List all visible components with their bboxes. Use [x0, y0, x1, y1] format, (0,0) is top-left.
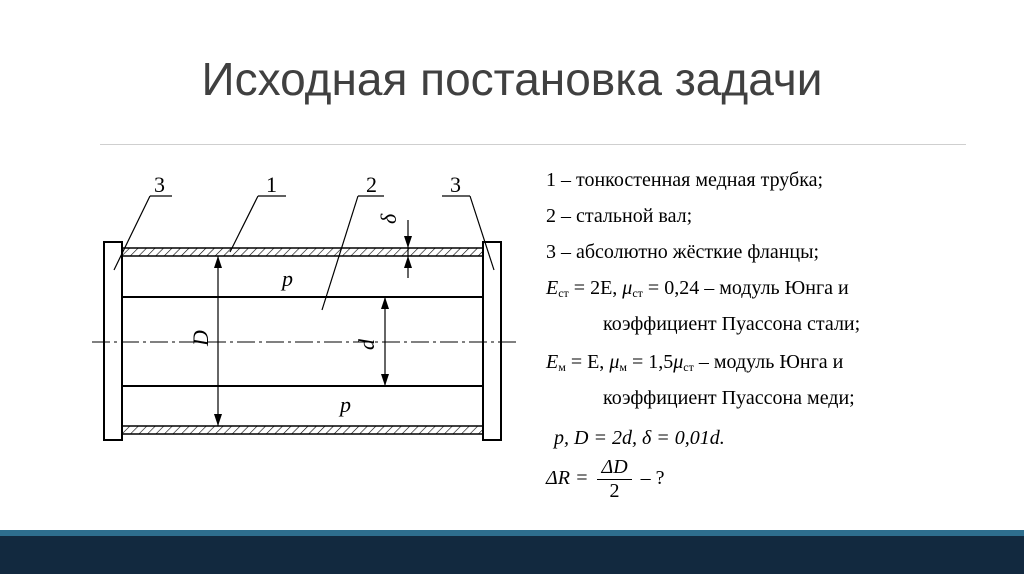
steel-mu-symbol: μ — [622, 277, 633, 299]
question-denominator: 2 — [609, 480, 620, 502]
callout-2: 2 — [366, 172, 377, 197]
dimension-delta-arrow-top — [404, 236, 412, 248]
copper-properties — [546, 350, 843, 379]
question-lhs: ΔR = — [546, 467, 589, 490]
callout-1: 1 — [266, 172, 277, 197]
callout-leader-1-diag — [230, 196, 258, 252]
callout-3-left: 3 — [154, 172, 165, 197]
dimension-D-arrow-bottom — [214, 414, 222, 426]
legend-item-2: 2 – стальной вал; — [546, 205, 693, 227]
steel-young-symbol: E — [546, 277, 559, 299]
steel-properties — [546, 276, 849, 305]
pressure-label-top: p — [282, 266, 293, 291]
steel-properties-cont: коэффициент Пуассона стали; — [603, 313, 861, 335]
pressure-label-bottom: p — [340, 392, 351, 417]
copper-mu-subscript: м — [619, 360, 627, 374]
question-rhs: – ? — [640, 467, 665, 490]
copper-young-subscript: м — [558, 360, 566, 374]
title-divider — [100, 144, 966, 145]
tube-shaft-drawing — [90, 160, 530, 460]
dimension-d-label: d — [354, 339, 379, 350]
copper-young-value: = E, — [565, 351, 610, 373]
copper-mu-value: = 1,5 — [626, 351, 674, 373]
right-flange — [483, 242, 501, 440]
legend-item-3: 3 – абсолютно жёсткие фланцы; — [546, 241, 820, 263]
steel-mu-value: = 0,24 – модуль Юнга и — [642, 277, 849, 299]
steel-mu-subscript: ст — [632, 286, 643, 300]
copper-mu-ref-symbol: μ — [673, 351, 684, 373]
copper-properties-cont: коэффициент Пуассона меди; — [603, 387, 855, 409]
tube-wall-top — [122, 248, 483, 256]
question-numerator: ΔD — [597, 456, 631, 480]
dimension-delta-label: δ — [376, 213, 401, 224]
dimension-D-arrow-top — [214, 256, 222, 268]
left-flange — [104, 242, 122, 440]
footer-band — [0, 536, 1024, 574]
question-fraction — [597, 456, 631, 503]
steel-young-subscript: ст — [558, 286, 569, 300]
legend-item-1: 1 – тонкостенная медная трубка; — [546, 169, 824, 191]
page-title: Исходная постановка задачи — [201, 53, 823, 105]
dimension-D-label: D — [188, 330, 213, 346]
tube-wall-bottom — [122, 426, 483, 434]
dimension-d-arrow-bottom — [381, 374, 389, 386]
callout-leader-3-left-diag — [114, 196, 150, 270]
dimension-d-arrow-top — [381, 297, 389, 309]
callout-3-right: 3 — [450, 172, 461, 197]
copper-tail: – модуль Юнга и — [693, 351, 844, 373]
copper-mu-ref-subscript: ст — [683, 360, 694, 374]
dimension-delta-arrow-bottom — [404, 256, 412, 268]
given-parameters: p, D = 2d, δ = 0,01d. — [554, 427, 725, 449]
question-formula — [546, 456, 665, 503]
copper-young-symbol: E — [546, 351, 559, 373]
copper-mu-symbol: μ — [609, 351, 620, 373]
steel-young-value: = 2E, — [568, 277, 623, 299]
